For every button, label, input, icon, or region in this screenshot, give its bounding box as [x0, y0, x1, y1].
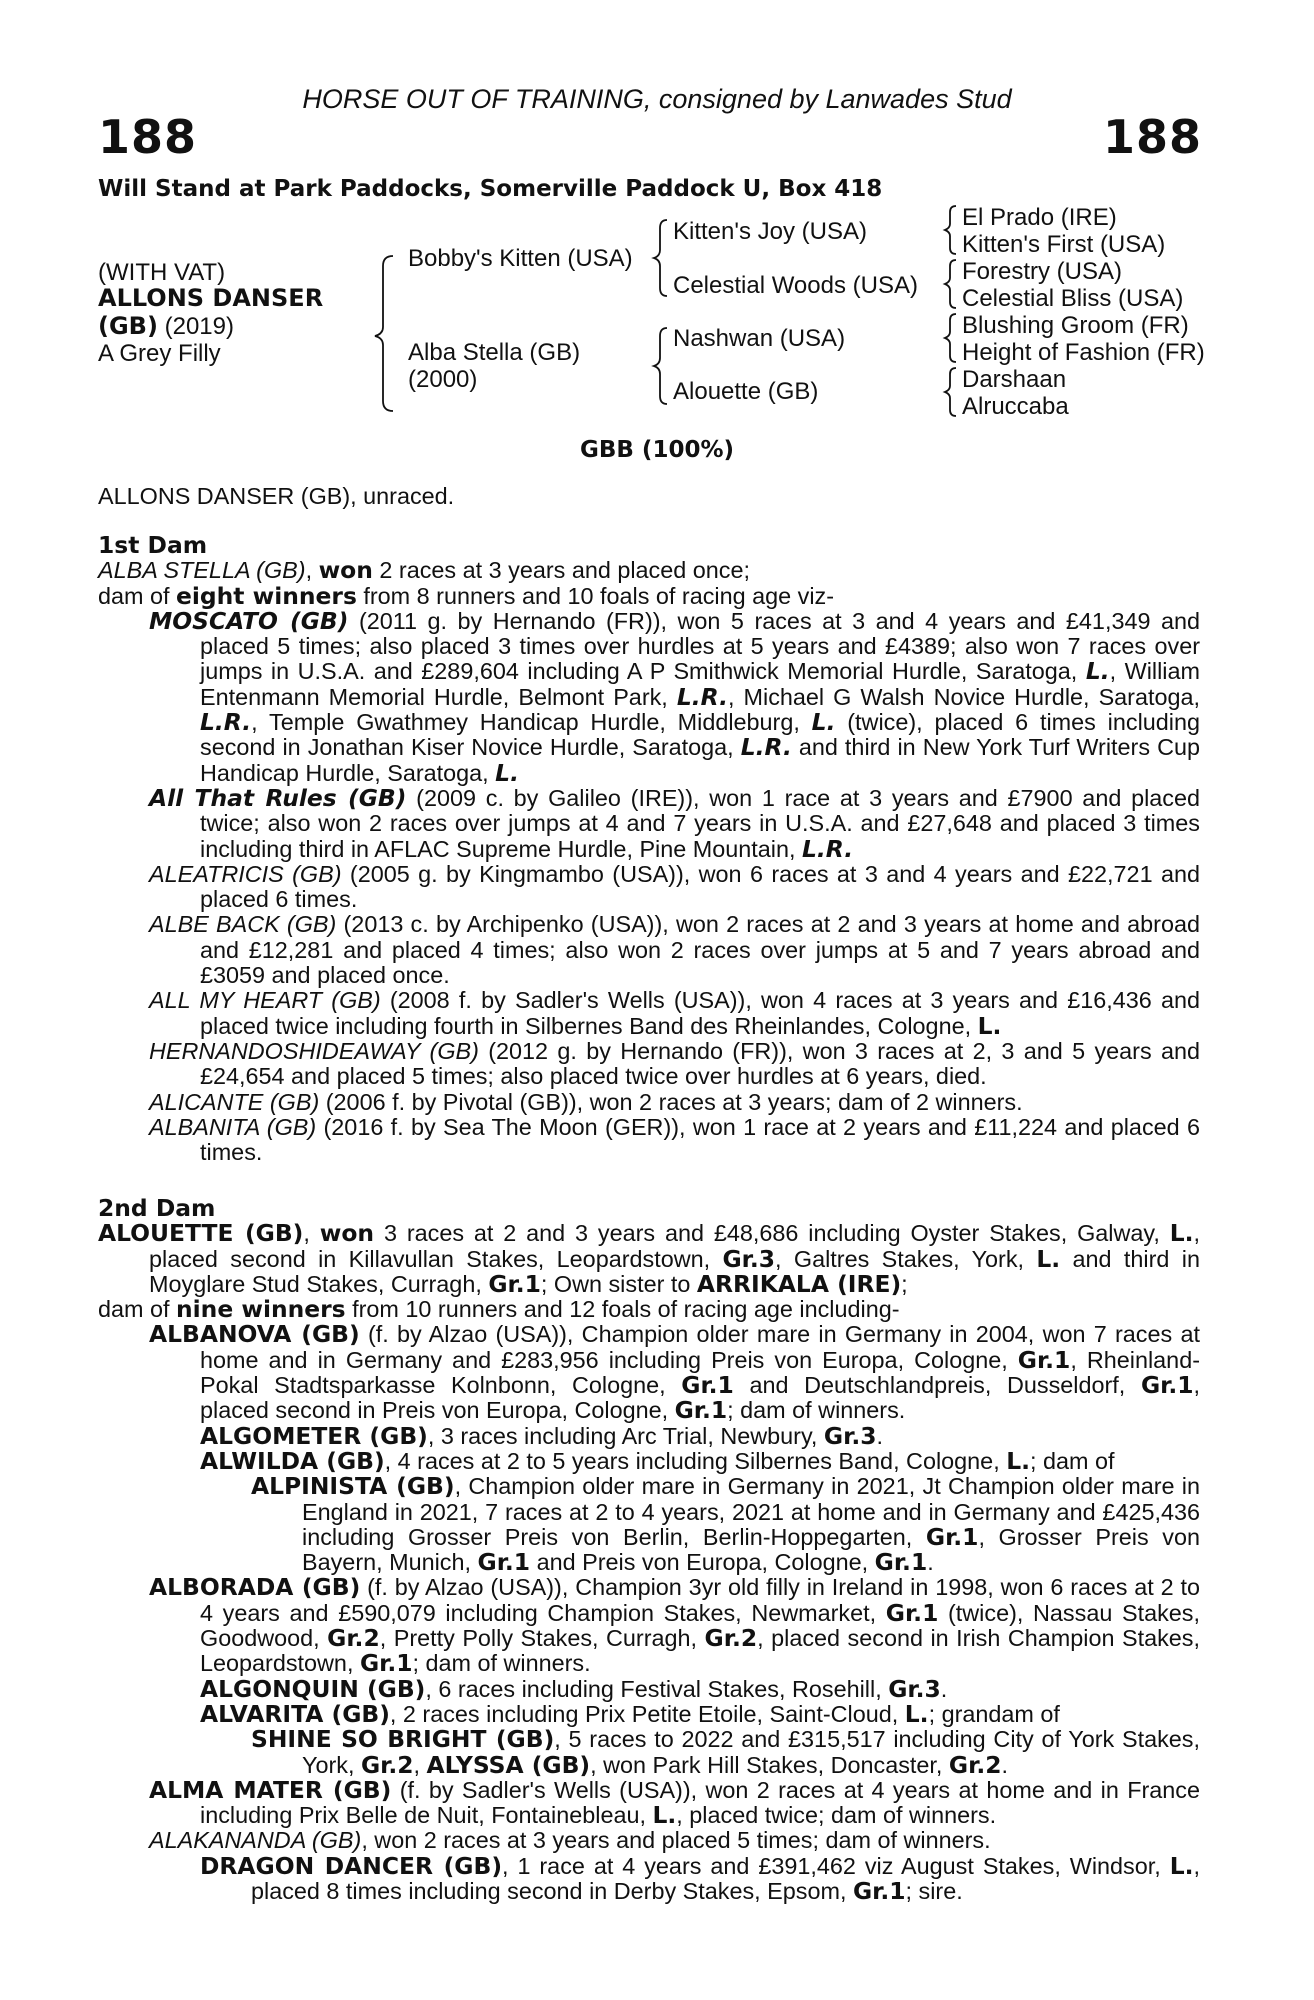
grade: L.R.	[200, 708, 252, 737]
sire-sire: Kitten's Joy (USA)	[673, 218, 867, 245]
text: ; grandam of	[928, 1700, 1060, 1727]
text: from 10 runners and 12 foals of racing age including-	[345, 1296, 900, 1323]
text: , Temple Gwathmey Handicap Hurdle, Middleburg,	[251, 709, 812, 736]
great-grandsire-3: Blushing Groom (FR)	[962, 312, 1189, 339]
text: , won 2 races at 3 years and placed 5 times; dam of winners.	[361, 1827, 991, 1854]
grade: L.	[1169, 1851, 1194, 1880]
brace-main	[375, 256, 393, 411]
text: .	[927, 1549, 934, 1576]
text: dam of	[98, 1296, 177, 1323]
text: and Deutschlandpreis, Dusseldorf,	[733, 1372, 1141, 1399]
brace-g1	[945, 206, 956, 254]
grade: Gr.2	[360, 1750, 414, 1779]
grade: L.	[1085, 657, 1110, 686]
produce-entry	[98, 1115, 1200, 1166]
text: ;	[901, 1270, 908, 1297]
grade: Gr.1	[1017, 1345, 1071, 1374]
text: , Grosser Preis von Bayern, Munich,	[302, 1523, 1200, 1576]
grade: Gr.1	[674, 1396, 728, 1425]
brace-g3	[945, 314, 956, 362]
text: ; Own sister to	[540, 1270, 697, 1297]
produce-entry	[98, 912, 1200, 988]
text: (2005 g. by Kingmambo (USA)), won 6 races at 3 and 4 years and £22,721 and placed 6 times.	[200, 860, 1200, 913]
won-label: won	[319, 1219, 375, 1248]
produce-entry	[98, 862, 1200, 913]
produce-name: All That Rules (GB)	[149, 783, 407, 812]
sire: Bobby's Kitten (USA)	[408, 245, 633, 272]
produce-name: ALBE BACK (GB)	[149, 911, 337, 938]
grade: L.R.	[801, 834, 854, 863]
produce-entry	[98, 1446, 1200, 1475]
produce-name: ALGOMETER (GB)	[200, 1421, 428, 1450]
text: , 6 races including Festival Stakes, Rosehill,	[425, 1675, 889, 1702]
first-dam-produce-summary	[98, 581, 1200, 610]
text: , Rheinland-Pokal Stadtsparkasse Kolnbonn, Cologne,	[200, 1346, 1200, 1399]
grade: Gr.2	[948, 1750, 1002, 1779]
text: ; sire.	[905, 1878, 963, 1905]
text: (2012 g. by Hernando (FR)), won 3 races at 2, 3 and 5 years and £24,654 and placed 5 times; also placed twice over hurdles at 6 years, died.	[200, 1037, 1200, 1090]
text: , 1 race at 4 years and £391,462 viz August Stakes, Windsor,	[502, 1852, 1170, 1879]
text: .	[940, 1675, 948, 1702]
grade: L.	[977, 1011, 1002, 1040]
produce-name: ALL MY HEART (GB)	[149, 987, 381, 1014]
text: , Galtres Stakes, York,	[775, 1245, 1037, 1272]
produce-entry	[98, 988, 1200, 1039]
text: (f. by Alzao (USA)), Champion 3yr old filly in Ireland in 1998, won 6 races at 2 to 4 years and £590,079 including Champion Stakes, Newmarket,	[200, 1574, 1200, 1626]
text: (f. by Sadler's Wells (USA)), won 2 races at 4 years at home and in France including Prix Belle de Nuit, Fontainebleau,	[200, 1776, 1200, 1829]
second-dam-record	[98, 1221, 1200, 1297]
great-granddam-4: Alruccaba	[962, 393, 1069, 420]
text: ; dam of	[1030, 1447, 1115, 1474]
dam-dam: Alouette (GB)	[673, 378, 819, 405]
dam-name: Alba Stella (GB)	[408, 339, 581, 366]
text: , placed twice; dam of winners.	[676, 1802, 997, 1829]
grade: Gr.1	[359, 1649, 413, 1678]
first-dam-heading: 1st Dam	[98, 531, 208, 559]
second-dam-section	[98, 1196, 1200, 1904]
text: and Preis von Europa, Cologne,	[530, 1549, 875, 1576]
text: , Michael G Walsh Novice Hurdle, Saratoga,	[727, 683, 1200, 710]
text: .	[876, 1422, 883, 1449]
great-grandsire-4: Darshaan	[962, 366, 1067, 393]
produce-name: HERNANDOSHIDEAWAY (GB)	[149, 1037, 479, 1064]
text: (twice), Nassau Stakes, Goodwood,	[200, 1599, 1200, 1652]
second-dam-heading: 2nd Dam	[98, 1194, 216, 1222]
grade: L.	[1006, 1446, 1030, 1475]
grade: L.	[495, 758, 519, 787]
produce-entry	[98, 1851, 1200, 1906]
text: , 4 races at 2 to 5 years including Silbernes Band, Cologne,	[384, 1447, 1007, 1474]
brace-g4	[945, 368, 956, 416]
produce-name: ALBANITA (GB)	[149, 1113, 317, 1140]
grade: Gr.2	[704, 1624, 758, 1653]
grade: Gr.2	[327, 1624, 380, 1653]
text: and third in New York Turf Writers Cup Handicap Hurdle, Saratoga,	[200, 734, 1200, 786]
text: , placed second in Irish Champion Stakes, Leopardstown,	[200, 1625, 1201, 1677]
text: dam of	[98, 582, 177, 609]
produce-name: ALGONQUIN (GB)	[200, 1674, 426, 1703]
great-granddam-3: Height of Fashion (FR)	[962, 339, 1205, 366]
lot-number-right: 188	[1102, 110, 1202, 164]
produce-entry	[98, 1727, 1200, 1778]
text: , placed second in Preis von Europa, Cologne,	[200, 1372, 1200, 1424]
text: .	[1001, 1751, 1008, 1778]
text: (2016 f. by Sea The Moon (GER)), won 1 race at 2 years and £11,224 and placed 6 times.	[200, 1113, 1200, 1166]
produce-entry	[98, 606, 1200, 787]
text: 2 races at 3 years and placed once;	[372, 557, 750, 584]
produce-name: ALVARITA (GB)	[200, 1699, 390, 1728]
grade: Gr.1	[1140, 1371, 1194, 1400]
text: , won Park Hill Stakes, Doncaster,	[590, 1751, 949, 1778]
text: (2013 c. by Archipenko (USA)), won 2 races at 2 and 3 years at home and abroad and £12,281 and placed 4 times; also won 2 races over jumps at 5 and 7 years abroad and £3059 and placed once.	[200, 911, 1200, 989]
winners-count: nine winners	[176, 1295, 346, 1324]
grade: Gr.3	[888, 1674, 941, 1703]
grade: L.R.	[740, 733, 792, 762]
grade: Gr.3	[823, 1421, 877, 1450]
horse-description: A Grey Filly	[98, 340, 221, 367]
great-granddam-1: Kitten's First (USA)	[962, 231, 1166, 258]
text: and third in Moyglare Stud Stakes, Curragh,	[149, 1245, 1200, 1297]
text: from 8 runners and 10 foals of racing age viz-	[356, 582, 835, 609]
produce-entry	[98, 783, 1200, 863]
stand-location: Will Stand at Park Paddocks, Somerville Paddock U, Box 418	[98, 176, 883, 202]
sister-name: ARRIKALA (IRE)	[696, 1269, 902, 1298]
winners-count: eight winners	[176, 581, 357, 610]
produce-name: ALEATRICIS (GB)	[149, 860, 342, 887]
brace-g2	[945, 260, 956, 308]
grade: L.	[904, 1699, 929, 1728]
produce-name: ALBORADA (GB)	[149, 1573, 361, 1602]
produce-name: SHINE SO BRIGHT (GB)	[251, 1725, 555, 1754]
grade: Gr.1	[885, 1598, 939, 1627]
sire-dam: Celestial Woods (USA)	[673, 272, 918, 299]
grade: L.	[1169, 1219, 1194, 1248]
text: , Champion older mare in Germany in 2021, Jt Champion older mare in England in 2021, 7 races at 2 to 4 years, 2021 at home and in Germany and £425,436 including Grosser Preis von Berlin, Berlin-Hoppegarten,	[302, 1473, 1200, 1550]
first-dam-section	[98, 533, 1200, 1165]
produce-name: ALICANTE (GB)	[149, 1088, 320, 1115]
produce-entry	[98, 1674, 1200, 1703]
text: (2006 f. by Pivotal (GB)), won 2 races at 3 years; dam of 2 winners.	[319, 1088, 1023, 1115]
text: , Pretty Polly Stakes, Curragh,	[379, 1625, 705, 1652]
text: ; dam of winners.	[412, 1650, 591, 1677]
text: (2011 g. by Hernando (FR)), won 5 races at 3 and 4 years and £41,349 and placed 5 times; also placed 3 times over hurdles at 5 years and £4389; also won 7 races over jumps in U.S.A. and £289,604 including A P Smithwick Memorial Hurdle, Saratoga,	[200, 607, 1200, 685]
produce-entry	[98, 1828, 1200, 1853]
text: (2009 c. by Galileo (IRE)), won 1 race at 3 years and £7900 and placed twice; also won 2 races over jumps at 4 and 7 years in U.S.A. and £27,648 and placed 3 times including third in AFLAC Supreme Hurdle, Pine Mountain,	[200, 784, 1200, 862]
produce-name: MOSCATO (GB)	[149, 606, 349, 635]
produce-name: ALMA MATER (GB)	[149, 1775, 392, 1804]
produce-entry	[98, 1699, 1200, 1728]
race-record: ALLONS DANSER (GB), unraced.	[98, 483, 455, 509]
produce-name: ALAKANANDA (GB)	[149, 1827, 362, 1854]
produce-entry	[98, 1090, 1200, 1115]
grade: L.	[1036, 1244, 1061, 1273]
pedigree-rating: GBB (100%)	[579, 437, 735, 463]
text: (f. by Alzao (USA)), Champion older mare in Germany in 2004, won 7 races at home and in Germany and £283,956 including Preis von Europa, Cologne,	[200, 1321, 1200, 1373]
text: , placed 8 times including second in Derby Stakes, Epsom,	[251, 1852, 1200, 1905]
produce-entry	[98, 1474, 1200, 1575]
text: (twice), placed 6 times including second in Jonathan Kiser Novice Hurdle, Saratoga,	[200, 709, 1200, 761]
dam-sire: Nashwan (USA)	[673, 325, 846, 352]
text: ,	[305, 557, 319, 584]
brace-sire	[654, 220, 667, 296]
produce-name: ALYSSA (GB)	[426, 1750, 591, 1779]
grade: L.	[652, 1801, 677, 1830]
great-grandsire-2: Forestry (USA)	[962, 258, 1123, 285]
text: ,	[413, 1751, 427, 1778]
grade: L.R.	[676, 682, 728, 711]
produce-name: ALWILDA (GB)	[200, 1446, 385, 1475]
text: , 2 races including Prix Petite Etoile, Saint-Cloud,	[389, 1700, 905, 1727]
text: ; dam of winners.	[727, 1397, 906, 1424]
text: , 5 races to 2022 and £315,517 including City of York Stakes, York,	[302, 1726, 1200, 1778]
produce-entry	[98, 1775, 1200, 1830]
brace-dam	[654, 328, 667, 404]
produce-entry	[98, 1421, 1200, 1450]
text: , William Entenmann Memorial Hurdle, Belmont Park,	[200, 658, 1200, 710]
produce-entry	[98, 1575, 1200, 1676]
dam-name: ALBA STELLA (GB)	[98, 557, 306, 584]
dam-name: ALOUETTE (GB)	[98, 1219, 304, 1248]
horse-origin: (GB)	[98, 312, 158, 340]
consignor-line: HORSE OUT OF TRAINING, consigned by Lanwades Stud	[302, 84, 1012, 114]
great-grandsire-1: El Prado (IRE)	[962, 204, 1117, 231]
grade: Gr.3	[722, 1244, 776, 1273]
text: 3 races at 2 and 3 years and £48,686 including Oyster Stakes, Galway,	[374, 1220, 1170, 1247]
grade: Gr.1	[488, 1269, 541, 1298]
grade: Gr.1	[477, 1548, 531, 1577]
produce-entry	[98, 1039, 1200, 1090]
grade: L.	[811, 708, 836, 737]
text: , 3 races including Arc Trial, Newbury,	[427, 1422, 824, 1449]
first-dam-record	[98, 558, 1200, 583]
lot-number-left: 188	[98, 110, 198, 164]
horse-year: (2019)	[157, 313, 234, 340]
won-label: won	[318, 556, 373, 585]
text: (2008 f. by Sadler's Wells (USA)), won 4 races at 3 years and £16,436 and placed twice including fourth in Silbernes Band des Rheinlandes, Cologne,	[200, 987, 1200, 1039]
produce-name: ALBANOVA (GB)	[149, 1320, 360, 1349]
second-dam-produce-summary	[98, 1297, 1200, 1322]
produce-name: DRAGON DANCER (GB)	[200, 1851, 503, 1880]
grade: Gr.1	[874, 1548, 928, 1577]
produce-entry	[98, 1322, 1200, 1423]
great-granddam-2: Celestial Bliss (USA)	[962, 285, 1184, 312]
dam-year: (2000)	[408, 366, 478, 393]
text: , placed second in Killavullan Stakes, Leopardstown,	[149, 1220, 1200, 1272]
produce-name: ALPINISTA (GB)	[251, 1472, 455, 1501]
vat-note: (WITH VAT)	[98, 259, 226, 286]
horse-name: ALLONS DANSER	[98, 284, 324, 312]
grade: Gr.1	[681, 1371, 734, 1400]
text: ,	[303, 1220, 320, 1247]
grade: Gr.1	[852, 1877, 906, 1906]
grade: Gr.1	[925, 1522, 979, 1551]
pedigree-braces	[0, 0, 1314, 440]
